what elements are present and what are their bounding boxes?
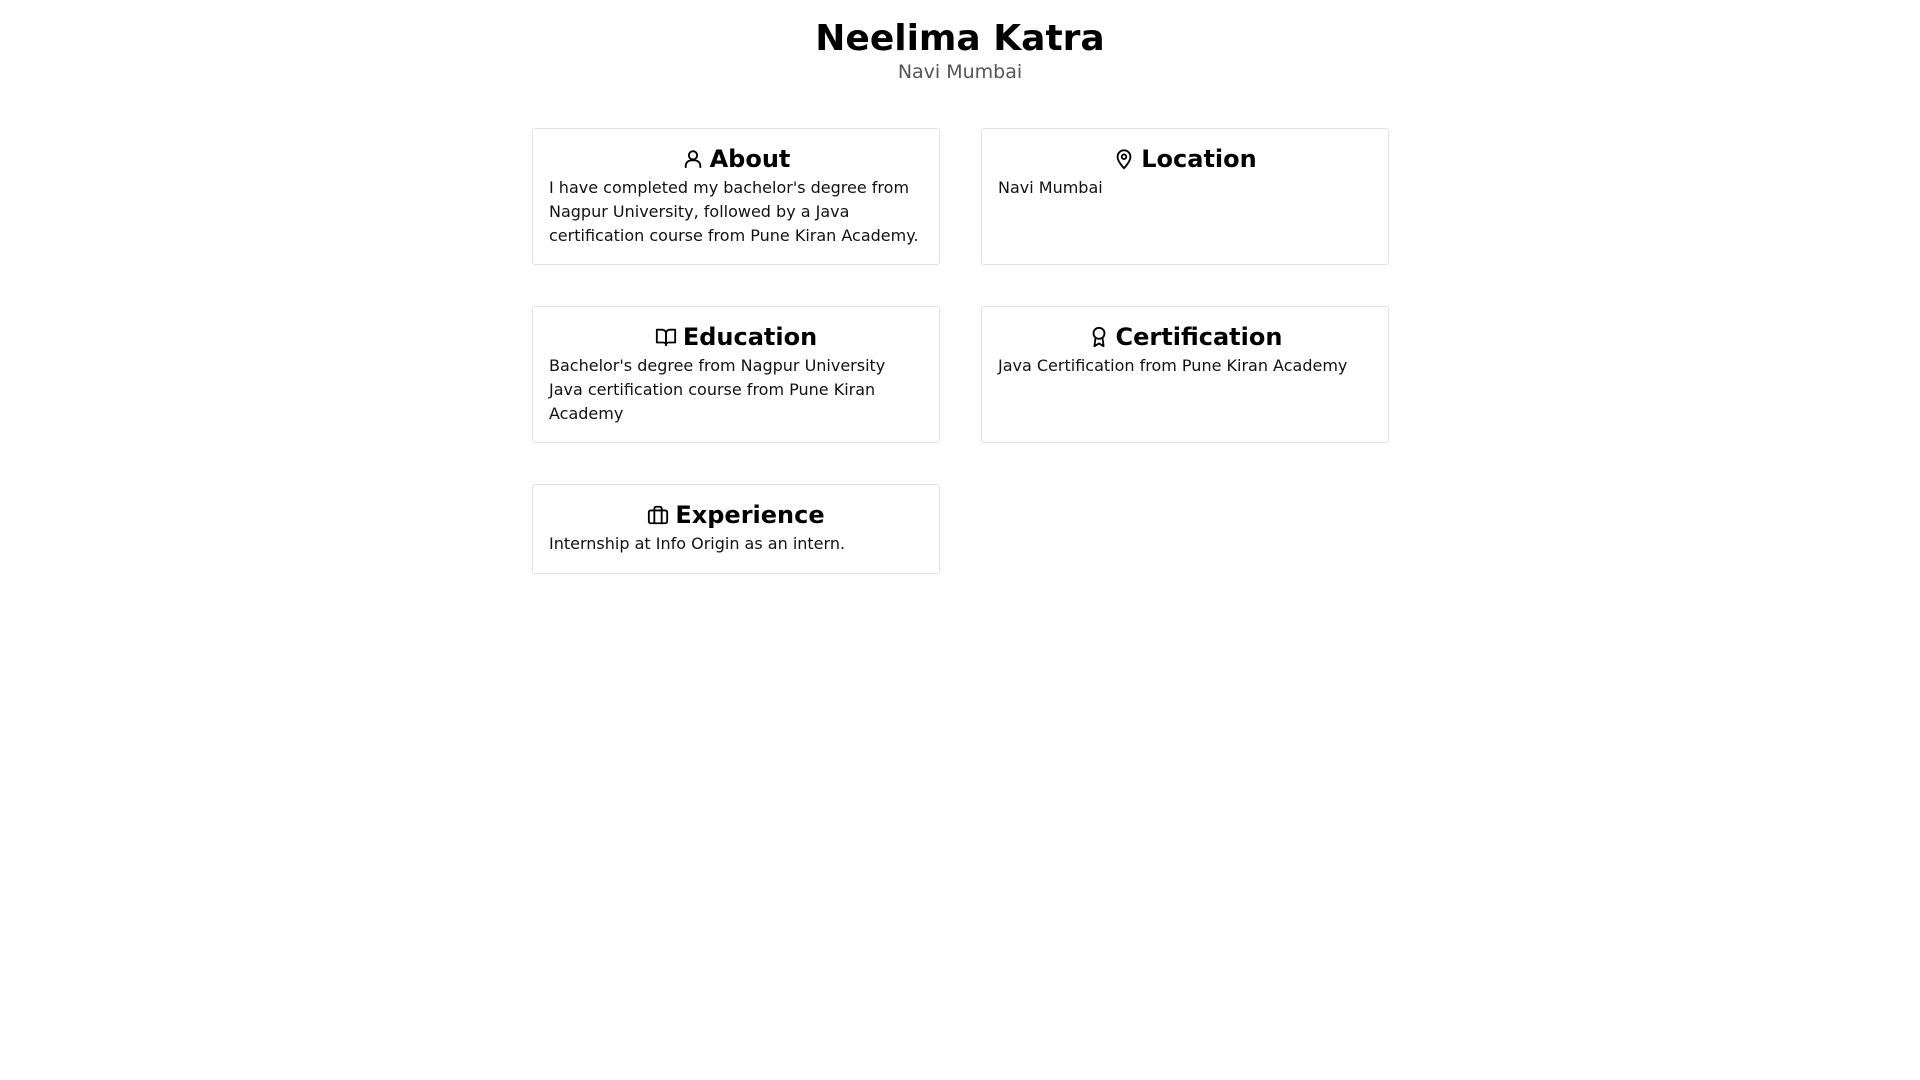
experience-heading <box>549 500 923 530</box>
experience-item: Internship at Info Origin as an intern. <box>549 534 846 553</box>
certification-item: Java Certification from Pune Kiran Academy <box>998 356 1348 375</box>
profile-header <box>0 0 1920 84</box>
experience-list <box>549 532 923 556</box>
profile-location: Navi Mumbai <box>897 61 1023 83</box>
location-heading <box>998 144 1372 174</box>
map-pin-icon <box>1113 148 1135 170</box>
about-title: About <box>709 145 791 173</box>
profile-name: Neelima Katra <box>815 18 1105 59</box>
about-card <box>532 128 940 265</box>
certification-list <box>998 354 1372 378</box>
location-card <box>981 128 1389 265</box>
location-text: Navi Mumbai <box>998 178 1103 197</box>
profile-sections <box>532 128 1389 574</box>
about-heading <box>549 144 923 174</box>
education-heading <box>549 322 923 352</box>
education-card <box>532 306 940 443</box>
experience-card <box>532 484 940 574</box>
book-open-icon <box>655 326 677 348</box>
award-icon <box>1088 326 1110 348</box>
education-list <box>549 354 923 426</box>
location-title: Location <box>1141 145 1257 173</box>
certification-heading <box>998 322 1372 352</box>
education-item: Java certification course from Pune Kiran Academy <box>549 380 876 423</box>
certification-card <box>981 306 1389 443</box>
about-text: I have completed my bachelor's degree from Nagpur University, followed by a Java certification course from Pune Kiran Academy. <box>549 178 919 245</box>
education-item: Bachelor's degree from Nagpur University <box>549 356 886 375</box>
experience-title: Experience <box>675 501 825 529</box>
user-icon <box>682 148 704 170</box>
briefcase-icon <box>647 504 669 526</box>
certification-title: Certification <box>1115 323 1283 351</box>
education-title: Education <box>682 323 818 351</box>
